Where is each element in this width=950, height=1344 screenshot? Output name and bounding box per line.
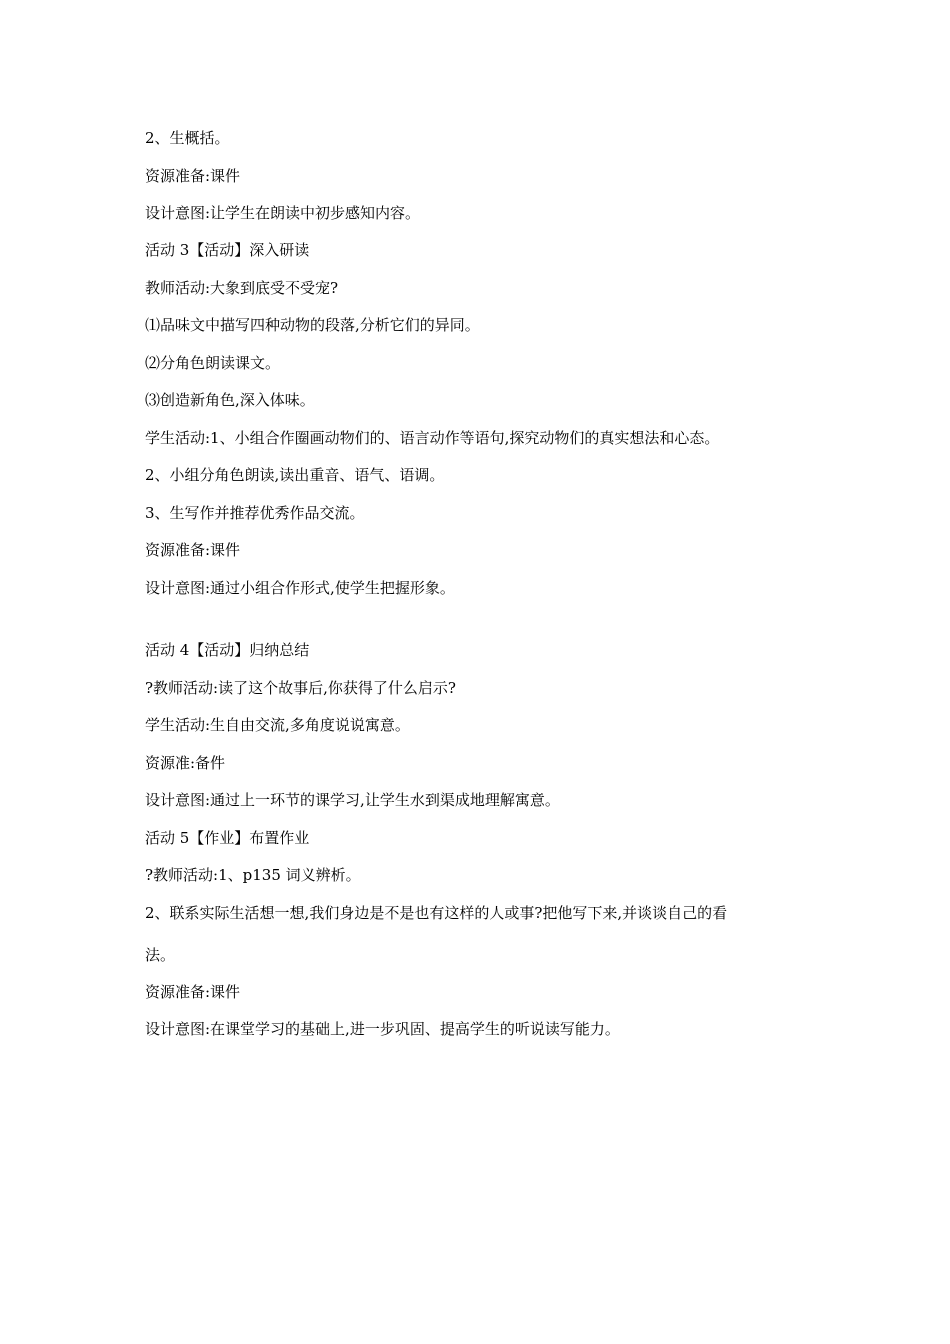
text-line: 3、生写作并推荐优秀作品交流。: [145, 504, 365, 522]
text-line: ⑶创造新角色,深入体味。: [145, 391, 315, 409]
activity-heading: 活动 5【作业】布置作业: [145, 829, 310, 847]
text-line: 设计意图:在课堂学习的基础上,进一步巩固、提高学生的听说读写能力。: [145, 1020, 620, 1038]
text-line: ⑴品味文中描写四种动物的段落,分析它们的异同。: [145, 316, 480, 334]
text-line: 资源准备:课件: [145, 983, 241, 1001]
activity-heading: 活动 4【活动】归纳总结: [145, 641, 310, 659]
text-line: 设计意图:让学生在朗读中初步感知内容。: [145, 204, 421, 222]
text-line: 2、生概括。: [145, 129, 230, 147]
text-line: 2、小组分角色朗读,读出重音、语气、语调。: [145, 466, 445, 484]
text-line: ?教师活动:读了这个故事后,你获得了什么启示?: [145, 679, 456, 697]
text-line: 资源准:备件: [145, 754, 226, 772]
text-line: ?教师活动:1、p135 词义辨析。: [145, 866, 361, 884]
text-line: 2、联系实际生活想一想,我们身边是不是也有这样的人或事?把他写下来,并谈谈自己的看: [145, 904, 728, 922]
text-line: 资源准备:课件: [145, 541, 241, 559]
text-line: 学生活动:生自由交流,多角度说说寓意。: [145, 716, 410, 734]
text-line: 学生活动:1、小组合作圈画动物们的、语言动作等语句,探究动物们的真实想法和心态。: [145, 429, 720, 447]
text-line: ⑵分角色朗读课文。: [145, 354, 281, 372]
text-line: 资源准备:课件: [145, 167, 241, 185]
text-line: 设计意图:通过上一环节的课学习,让学生水到渠成地理解寓意。: [145, 791, 560, 809]
text-line: 法。: [145, 946, 176, 964]
text-line: 设计意图:通过小组合作形式,使学生把握形象。: [145, 579, 455, 597]
text-line: 教师活动:大象到底受不受宠?: [145, 279, 339, 297]
activity-heading: 活动 3【活动】深入研读: [145, 241, 310, 259]
